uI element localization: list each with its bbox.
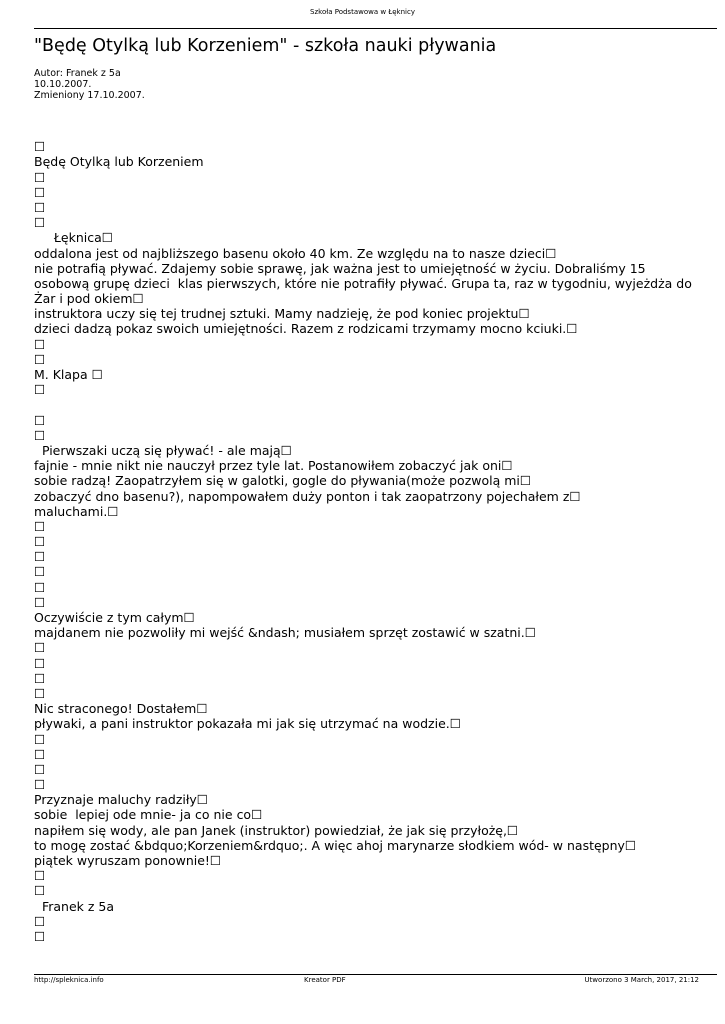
body-line: pływaki, a pani instruktor pokazała mi jak się utrzymać na wodzie.☐	[34, 716, 461, 732]
body-line: ☐	[34, 534, 46, 550]
body-line: Pierwszaki uczą się pływać! - ale mają☐	[34, 442, 292, 458]
body-line: ☐	[34, 215, 46, 231]
body-line: ☐	[34, 427, 46, 443]
body-line: M. Klapa ☐	[34, 367, 103, 382]
body-line: oddalona jest od najbliższego basenu około 40 km. Ze względu na to nasze dzieci☐	[34, 245, 557, 261]
body-line: ☐	[34, 169, 46, 185]
body-line: napiłem się wody, ale pan Janek (instruktor) powiedział, że jak się przyłożę,☐	[34, 822, 519, 838]
footer-created: Utworzono 3 March, 2017, 21:12	[584, 976, 699, 984]
body-line: Będę Otylką lub Korzeniem	[34, 154, 204, 170]
body-line: sobie radzą! Zaopatrzyłem się w galotki, gogle do pływania(może pozwolą mi☐	[34, 473, 532, 489]
body-line: nie potrafią pływać. Zdajemy sobie sprawę, jak ważna jest to umiejętność w życiu. Dobraliśmy 15	[34, 260, 646, 276]
body-line: ☐	[34, 685, 46, 701]
body-line: ☐	[34, 594, 46, 610]
body-line	[34, 124, 714, 139]
body-line: ☐	[34, 549, 46, 565]
body-line: ☐	[34, 731, 46, 747]
body-line: ☐	[34, 761, 46, 777]
body-line: sobie lepiej ode mnie- ja co nie co☐	[34, 807, 263, 823]
body-line: instruktora uczy się tej trudnej sztuki. Mamy nadzieję, że pod koniec projektu☐	[34, 306, 530, 322]
body-line: ☐	[34, 883, 46, 899]
body-line: maluchami.☐	[34, 503, 119, 519]
header-divider	[34, 28, 717, 29]
body-line: Oczywiście z tym całym☐	[34, 610, 195, 625]
body-line: to mogę zostać &bdquo;Korzeniem&rdquo;. A więc ahoj marynarze słodkiem wód- w następny☐	[34, 837, 637, 853]
body-line: osobową grupę dzieci klas pierwszych, które nie potrafiły pływać. Grupa ta, raz w tygodniu, wyjeżdża do	[34, 275, 692, 291]
body-line: zobaczyć dno basenu?), napompowałem duży ponton i tak zaopatrzony pojechałem z☐	[34, 488, 581, 504]
body-line: ☐	[34, 184, 46, 200]
body-line: ☐	[34, 336, 46, 352]
body-line: ☐	[34, 640, 46, 656]
body-line	[34, 397, 714, 412]
body-line: ☐	[34, 913, 46, 929]
body-line: ☐	[34, 868, 46, 884]
modified-line: Zmieniony 17.10.2007.	[34, 90, 145, 101]
page-header: Szkoła Podstawowa w Łęknicy	[310, 8, 415, 16]
body-line: ☐	[34, 382, 46, 398]
body-line: Franek z 5a	[34, 898, 114, 914]
article-meta	[34, 68, 145, 101]
body-line: ☐	[34, 670, 46, 686]
body-line: Przyznaje maluchy radziły☐	[34, 792, 209, 808]
page-footer	[34, 976, 717, 986]
footer-divider	[34, 974, 717, 975]
date-line: 10.10.2007.	[34, 79, 92, 90]
author-line: Autor: Franek z 5a	[34, 68, 121, 79]
body-line: ☐	[34, 746, 46, 762]
body-line: ☐	[34, 564, 46, 580]
footer-generator: Kreator PDF	[304, 976, 346, 984]
body-line: ☐	[34, 579, 46, 595]
body-line: majdanem nie pozwoliły mi wejść &ndash; musiałem sprzęt zostawić w szatni.☐	[34, 625, 536, 641]
body-line: ☐	[34, 777, 46, 793]
body-line: ☐	[34, 412, 46, 428]
article-body	[34, 124, 714, 944]
body-line: fajnie - mnie nikt nie nauczył przez tyle lat. Postanowiłem zobaczyć jak oni☐	[34, 458, 513, 474]
body-line: ☐	[34, 655, 46, 671]
body-line: dzieci dadzą pokaz swoich umiejętności. Razem z rodzicami trzymamy mocno kciuki.☐	[34, 321, 578, 337]
body-line: ☐	[34, 139, 46, 155]
body-line: Nic straconego! Dostałem☐	[34, 701, 208, 717]
body-line: ☐	[34, 351, 46, 367]
body-line: ☐	[34, 199, 46, 215]
body-line: piątek wyruszam ponownie!☐	[34, 853, 222, 868]
body-line: ☐	[34, 928, 46, 944]
body-line: ☐	[34, 518, 46, 534]
footer-url[interactable]: http://spleknica.info	[34, 976, 104, 984]
body-line: Żar i pod okiem☐	[34, 291, 144, 307]
article-title: "Będę Otylką lub Korzeniem" - szkoła nauki pływania	[34, 36, 497, 56]
body-line: Łęknica☐	[34, 230, 113, 246]
